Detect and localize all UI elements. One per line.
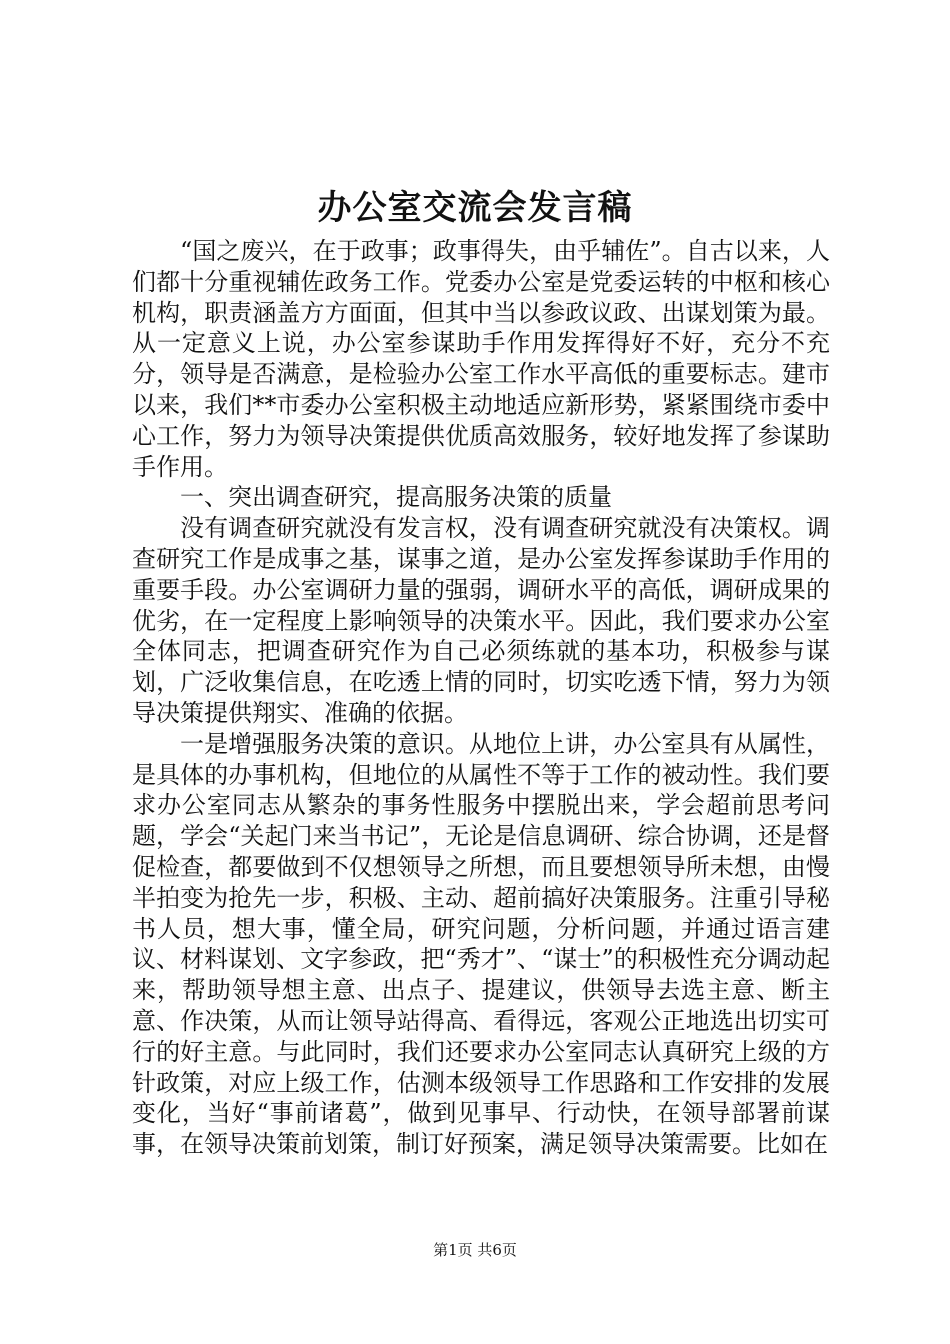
- document-body: [132, 236, 830, 1160]
- document-title: 办公室交流会发言稿: [317, 188, 633, 228]
- section-heading: 一、突出调查研究，提高服务决策的质量: [180, 483, 612, 512]
- body-paragraph: 一是增强服务决策的意识。从地位上讲，办公室具有从属性，是具体的办事机构，但地位的从属性不等于工作的被动性。我们要求办公室同志从繁杂的事务性服务中摆脱出来，学会超前思考问题，学会“关起门来当书记”，无论是信息调研、综合协调，还是督促检查，都要做到不仅想领导之所想，而且要想领导所未想，由慢半拍变为抢先一步，积极、主动、超前搞好决策服务。注重引导秘书人员，想大事，懂全局，研究问题，分析问题，并通过语言建议、材料谋划、文字参政，把“秀才”、“谋士”的积极性充分调动起来，帮助领导想主意、出点子、提建议，供领导去选主意、断主意、作决策，从而让领导站得高、看得远，客观公正地选出切实可行的好主意。与此同时，我们还要求办公室同志认真研究上级的方针政策，对应上级工作，估测本级领导工作思路和工作安排的发展变化，当好“事前诸葛”，做到见事早、行动快，在领导部署前谋事，在领导决策前划策，制订好预案，满足领导决策需要。比如在: [132, 729, 830, 1159]
- body-paragraph: 没有调查研究就没有发言权，没有调查研究就没有决策权。调查研究工作是成事之基，谋事之道，是办公室发挥参谋助手作用的重要手段。办公室调研力量的强弱，调研水平的高低，调研成果的优劣，在一定程度上影响领导的决策水平。因此，我们要求办公室全体同志，把调查研究作为自己必须练就的基本功，积极参与谋划，广泛收集信息，在吃透上情的同时，切实吃透下情，努力为领导决策提供翔实、准确的依据。: [132, 514, 830, 727]
- page-number-footer: 第1页 共6页: [433, 1241, 517, 1259]
- intro-paragraph: “国之废兴，在于政事；政事得失，由乎辅佐”。自古以来，人们都十分重视辅佐政务工作。党委办公室是党委运转的中枢和核心机构，职责涵盖方方面面，但其中当以参政议政、出谋划策为最。从一定意义上说，办公室参谋助手作用发挥得好不好，充分不充分，领导是否满意，是检验办公室工作水平高低的重要标志。建市以来，我们**市委办公室积极主动地适应新形势，紧紧围绕市委中心工作，努力为领导决策提供优质高效服务，较好地发挥了参谋助手作用。: [132, 237, 830, 481]
